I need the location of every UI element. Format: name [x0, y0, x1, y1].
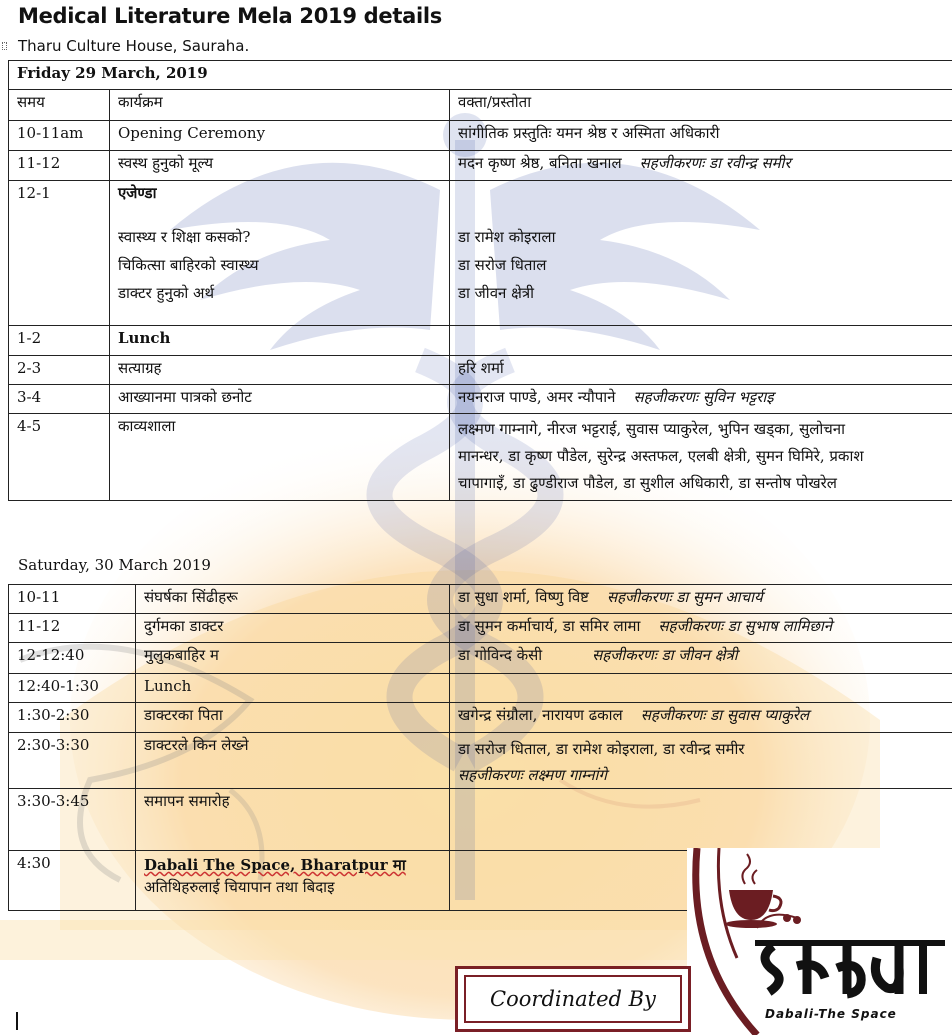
speaker-cell — [450, 326, 952, 356]
table-row — [9, 385, 952, 414]
table-row — [9, 674, 952, 703]
moderator-text: सहजीकरणः लक्ष्मण गाम्नांगे — [458, 766, 607, 784]
text-cursor — [16, 1012, 18, 1030]
time-cell: 4:30 — [9, 851, 136, 911]
venue-name: Dabali The Space, Bharatpur मा — [144, 856, 406, 874]
speaker-cell — [450, 789, 952, 851]
program-cell: समापन समारोह — [136, 789, 450, 851]
table-row — [9, 643, 952, 674]
logo-brand-text: Dabali-The Space — [765, 1007, 897, 1021]
table-row — [9, 181, 952, 326]
anchor-marker — [2, 42, 7, 50]
moderator-text: सहजीकरणः डा सुवास प्याकुरेल — [640, 706, 810, 724]
program-cell: आख्यानमा पात्रको छनोट — [110, 385, 450, 414]
speaker-cell — [450, 643, 952, 674]
table-row — [9, 121, 952, 151]
speaker-cell: हरि शर्मा — [450, 356, 952, 385]
column-header: समय — [9, 90, 110, 121]
program-cell: स्वस्थ हुनुको मूल्य — [110, 151, 450, 181]
program-line: अतिथिहरुलाई चियापान तथा बिदाइ — [144, 878, 335, 896]
column-header: कार्यक्रम — [110, 90, 450, 121]
program-cell: Opening Ceremony — [110, 121, 450, 151]
table-row — [9, 151, 952, 181]
table-row — [9, 414, 952, 501]
table-row — [9, 61, 952, 90]
speaker-names: नयनराज पाण्डे, अमर न्यौपाने — [458, 388, 616, 406]
moderator-text: सहजीकरणः सुविन भट्टराइ — [633, 388, 774, 406]
table-header-row — [9, 90, 952, 121]
program-cell: दुर्गमका डाक्टर — [136, 614, 450, 643]
moderator-text: सहजीकरणः डा सुमन आचार्य — [606, 588, 763, 606]
program-cell: संघर्षका सिंढीहरू — [136, 585, 450, 614]
time-cell: 2:30-3:30 — [9, 733, 136, 789]
speaker-line: चापागाइँ, डा ढुण्डीराज पौडेल, डा सुशील अधिकारी, डा सन्तोष पोखरेल — [458, 474, 837, 492]
speaker-names: खगेन्द्र संग्रौला, नारायण ढकाल — [458, 706, 623, 724]
speaker-line: मानन्धर, डा कृष्ण पौडेल, सुरेन्द्र अस्तफल, एलबी क्षेत्री, सुमन घिमिरे, प्रकाश — [458, 447, 864, 465]
agenda-item: स्वास्थ्य र शिक्षा कसको? — [118, 228, 251, 246]
program-cell: Lunch — [110, 326, 450, 356]
time-cell: 3:30-3:45 — [9, 789, 136, 851]
day-heading: Friday 29 March, 2019 — [9, 61, 952, 90]
table-row — [9, 703, 952, 733]
table-row — [9, 356, 952, 385]
speaker-cell — [450, 181, 952, 326]
program-cell: डाक्टरका पिता — [136, 703, 450, 733]
speaker-names: डा गोविन्द केसी — [458, 646, 543, 664]
column-header: वक्ता/प्रस्तोता — [450, 90, 952, 121]
table-row — [9, 585, 952, 614]
speaker-name: डा रामेश कोइराला — [458, 228, 556, 246]
venue-text: Tharu Culture House, Sauraha. — [18, 37, 250, 55]
time-cell: 3-4 — [9, 385, 110, 414]
time-cell: 4-5 — [9, 414, 110, 501]
moderator-text: सहजीकरणः डा जीवन क्षेत्री — [592, 646, 738, 664]
speaker-cell: सांगीतिक प्रस्तुतिः यमन श्रेष्ठ र अस्मिता अधिकारी — [450, 121, 952, 151]
program-cell: डाक्टरले किन लेख्ने — [136, 733, 450, 789]
time-cell: 11-12 — [9, 614, 136, 643]
speaker-names: डा सुमन कर्माचार्य, डा समिर लामा — [458, 617, 641, 635]
coordinated-by-text: Coordinated By — [464, 975, 682, 1023]
time-cell: 12-12:40 — [9, 643, 136, 674]
speaker-names: मदन कृष्ण श्रेष्ठ, बनिता खनाल — [458, 154, 622, 172]
time-cell: 11-12 — [9, 151, 110, 181]
program-cell: मुलुकबाहिर म — [136, 643, 450, 674]
speaker-name: डा जीवन क्षेत्री — [458, 284, 535, 302]
program-cell: काव्यशाला — [110, 414, 450, 501]
speaker-line: लक्ष्मण गाम्नागे, नीरज भट्टराई, सुवास प्याकुरेल, भुपिन खड्का, सुलोचना — [458, 420, 845, 438]
speaker-cell — [450, 585, 952, 614]
page-title: Medical Literature Mela 2019 details — [18, 4, 442, 28]
agenda-item: डाक्टर हुनुको अर्थ — [118, 284, 215, 302]
speaker-cell — [450, 703, 952, 733]
program-cell: Lunch — [136, 674, 450, 703]
time-cell: 2-3 — [9, 356, 110, 385]
table-row — [9, 326, 952, 356]
speaker-cell — [450, 674, 952, 703]
dabali-logo — [687, 848, 952, 1035]
speaker-names: डा सुधा शर्मा, विष्णु विष्ट — [458, 588, 589, 606]
agenda-item: चिकित्सा बाहिरको स्वास्थ्य — [118, 256, 259, 274]
friday-schedule-table — [8, 60, 952, 501]
time-cell: 1-2 — [9, 326, 110, 356]
time-cell: 10-11am — [9, 121, 110, 151]
time-cell: 10-11 — [9, 585, 136, 614]
speaker-cell — [450, 614, 952, 643]
speaker-cell — [450, 385, 952, 414]
speaker-cell — [450, 414, 952, 501]
time-cell: 12-1 — [9, 181, 110, 326]
speaker-names: डा सरोज धिताल, डा रामेश कोइराला, डा रवीन्द्र समीर — [458, 740, 745, 758]
speaker-name: डा सरोज धिताल — [458, 256, 547, 274]
speaker-cell — [450, 733, 952, 789]
coordinated-by-box — [455, 966, 691, 1032]
table-row — [9, 614, 952, 643]
speaker-cell — [450, 151, 952, 181]
program-cell — [136, 851, 450, 911]
table-row — [9, 733, 952, 789]
table-row — [9, 789, 952, 851]
program-cell: सत्याग्रह — [110, 356, 450, 385]
day-heading: Saturday, 30 March 2019 — [18, 556, 211, 574]
agenda-title: एजेण्डा — [118, 184, 157, 202]
program-cell — [110, 181, 450, 326]
time-cell: 12:40-1:30 — [9, 674, 136, 703]
moderator-text: सहजीकरणः डा सुभाष लामिछाने — [658, 617, 833, 635]
time-cell: 1:30-2:30 — [9, 703, 136, 733]
moderator-text: सहजीकरणः डा रवीन्द्र समीर — [639, 154, 791, 172]
